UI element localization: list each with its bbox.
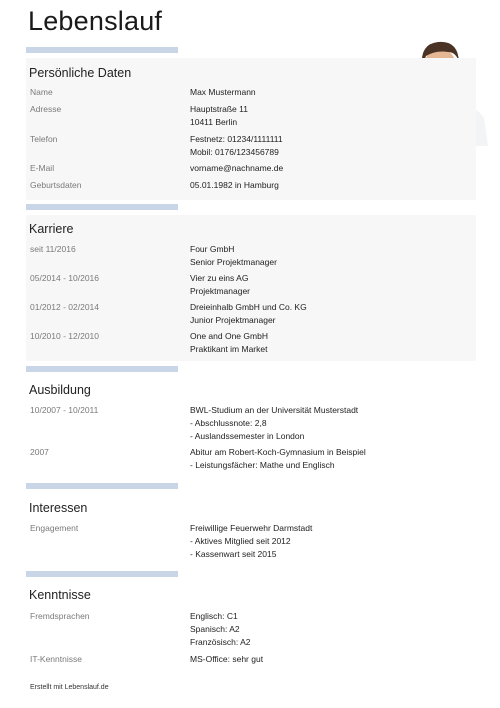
row-value: Abitur am Robert-Koch-Gymnasium in Beispiel - Leistungsfächer: Mathe und Englisch xyxy=(190,447,366,470)
section-heading: Ausbildung xyxy=(29,383,91,397)
row-label: 10/2010 - 12/2010 xyxy=(30,331,100,341)
row-label: E-Mail xyxy=(30,163,55,173)
row-value: Four GmbH Senior Projektmanager xyxy=(190,244,277,267)
section-interests xyxy=(26,494,476,566)
row-value: Vier zu eins AG Projektmanager xyxy=(190,273,251,296)
section-divider xyxy=(26,204,178,210)
row-value: One and One GmbH Praktikant im Market xyxy=(190,331,268,354)
row-value: BWL-Studium an der Universität Musterstadt - Abschlussnote: 2,8 - Auslandssemester in London xyxy=(190,405,359,441)
row-label: Geburtsdaten xyxy=(30,180,82,190)
section-skills xyxy=(26,582,476,672)
section-divider xyxy=(26,571,178,577)
row-value: Max Mustermann xyxy=(190,87,256,97)
row-label: 01/2012 - 02/2014 xyxy=(30,302,100,312)
page-title: Lebenslauf xyxy=(28,6,163,36)
row-value: Englisch: C1 Spanisch: A2 Französisch: A2 xyxy=(190,611,251,647)
row-value: Dreieinhalb GmbH und Co. KG Junior Projektmanager xyxy=(190,302,307,325)
section-career xyxy=(26,215,476,361)
row-label: Telefon xyxy=(30,134,58,144)
row-value: vorname@nachname.de xyxy=(190,163,284,173)
row-value: Festnetz: 01234/1111111 Mobil: 0176/123456789 xyxy=(190,134,283,157)
row-label: Fremdsprachen xyxy=(30,611,90,621)
section-divider xyxy=(26,366,178,372)
row-label: 05/2014 - 10/2016 xyxy=(30,273,100,283)
row-label: IT-Kenntnisse xyxy=(30,654,82,664)
footer-credit: Erstellt mit Lebenslauf.de xyxy=(30,684,109,691)
section-heading: Interessen xyxy=(29,501,88,515)
section-heading: Karriere xyxy=(29,222,74,236)
section-heading: Persönliche Daten xyxy=(29,66,132,80)
row-label: Adresse xyxy=(30,104,62,114)
row-label: 10/2007 - 10/2011 xyxy=(30,405,99,415)
row-value: 05.01.1982 in Hamburg xyxy=(190,180,279,190)
section-divider xyxy=(26,47,178,53)
section-heading: Kenntnisse xyxy=(29,588,91,602)
section-divider xyxy=(26,483,178,489)
row-label: seit 11/2016 xyxy=(30,244,76,254)
row-label: Engagement xyxy=(30,523,79,533)
section-personal xyxy=(26,58,476,200)
section-education xyxy=(26,377,476,477)
row-value: Freiwillige Feuerwehr Darmstadt - Aktives Mitglied seit 2012 - Kassenwart seit 2015 xyxy=(190,523,313,559)
row-value: Hauptstraße 11 10411 Berlin xyxy=(190,104,248,127)
row-value: MS-Office: sehr gut xyxy=(190,654,264,664)
row-label: 2007 xyxy=(30,447,49,457)
row-label: Name xyxy=(30,87,53,97)
